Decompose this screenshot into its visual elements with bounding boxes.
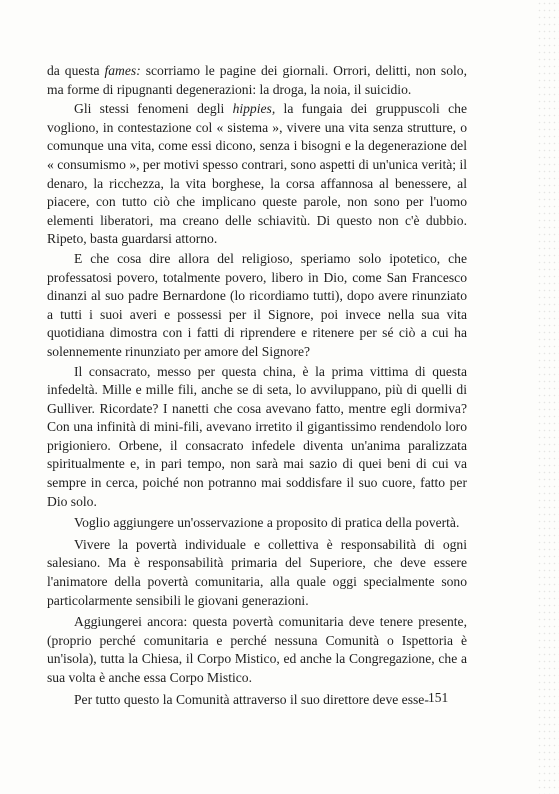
paragraph-3: E che cosa dire allora del religioso, speriamo solo ipotetico, che professatosi povero, totalmente povero, libero in Dio, come San Francesco dinanzi al suo padre Bernardone (lo ricordiamo tutti), dopo avere rinunziato a tutti i suoi averi e possessi per il Signore, poi invece nella sua vita quotidiana dimostra con i fatti di riprendere e ritenere per sé ciò a cui ha solennemente rinunziato per amore del Signore?: [47, 250, 467, 359]
page-number: 151: [428, 690, 449, 705]
paragraph-2: Gli stessi fenomeni degli hippies, la fungaia dei gruppuscoli che vogliono, in contestazione col « sistema », vivere una vita senza strutture, o comunque una vita, come essi dicono, senza i bisogni e la degenerazione del « consumismo », per motivi spesso contrari, sono aspetti di un'unica verità; il denaro, la ricchezza, la vita borghese, la corsa affannosa al benessere, al piacere, con tutto ciò che implicano queste parole, non sono per l'uomo elementi liberatori, ma creano delle schiavitù. Di questo non c'è dubbio. Ripeto, basta guardarsi attorno.: [47, 101, 468, 247]
paragraph-6: Vivere la povertà individuale e collettiva è responsabilità di ogni salesiano. Ma è responsabilità primaria del Superiore, che deve essere l'animatore della povertà comunitaria, alla quale oggi specialmente sono particolarmente sensibili le giovani generazioni.: [47, 536, 467, 608]
paragraph-8: Per tutto questo la Comunità attraverso il suo direttore deve esse-: [74, 691, 429, 707]
page-edge-texture: [537, 0, 559, 794]
paragraph-5: Voglio aggiungere un'osservazione a proposito di pratica della povertà.: [74, 515, 460, 531]
body-text: [47, 62, 467, 709]
paragraph-1: da questa fames: scorriamo le pagine dei giornali. Orrori, delitti, non solo, ma forme di ripugnanti degenerazioni: la droga, la noia, il suicidio.: [47, 63, 467, 97]
paragraph-7: Aggiungerei ancora: questa povertà comunitaria deve tenere presente, (proprio perché comunitaria e perché nessuna Comunità o Ispettoria è un'isola), tutta la Chiesa, il Corpo Mistico, ed anche la Congregazione, che a sua volta è anche essa Corpo Mistico.: [47, 614, 467, 685]
paragraph-4: Il consacrato, messo per questa china, è la prima vittima di questa infedeltà. Mille e mille fili, anche se di seta, lo avviluppano, più di quelli di Gulliver. Ricordate? I nanetti che cosa avevano fatto, mentre egli dormiva? Con una infinità di mini-fili, avevano irretito il gigantissimo rendendolo loro prigioniero. Orbene, il consacrato infedele diventa un'anima paralizzata spiritualmente e, in pari tempo, non sarà mai sazio di quei beni di cui va sempre in cerca, poiché non potranno mai soddisfare il suo cuore, fatto per Dio solo.: [47, 363, 467, 509]
